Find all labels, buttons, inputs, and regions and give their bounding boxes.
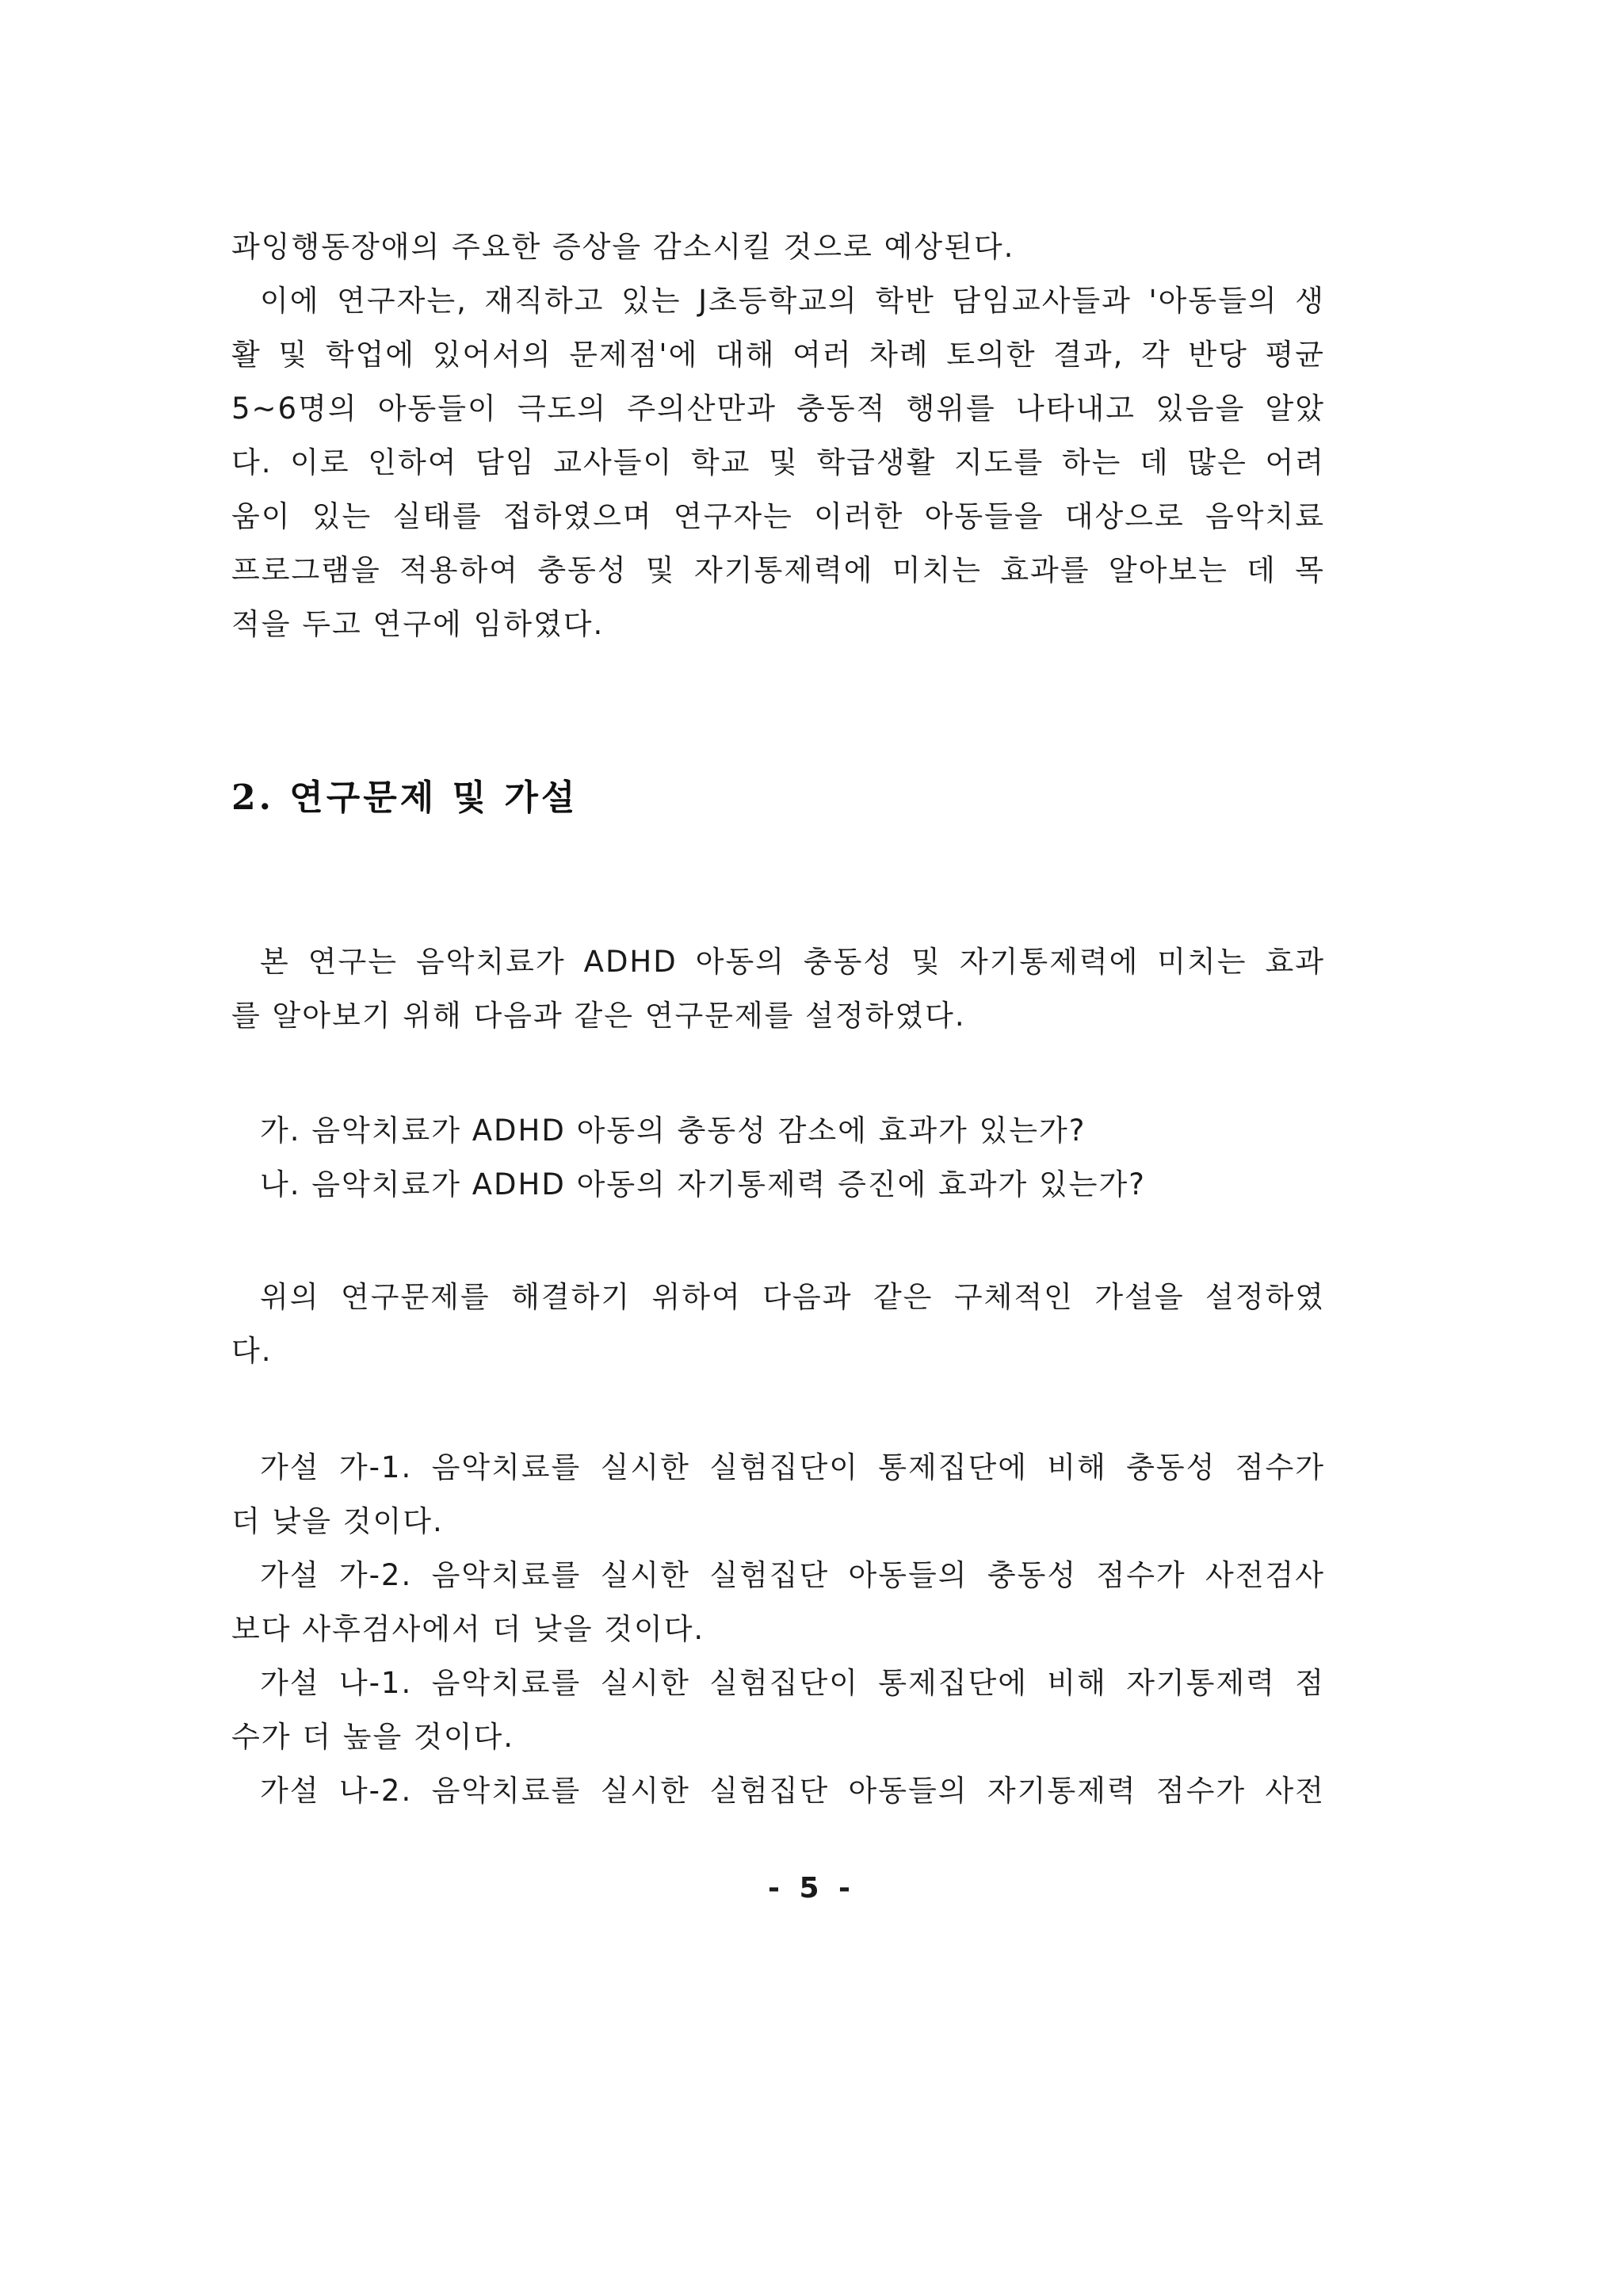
hypothesis-line: 더 낮을 것이다. <box>231 1504 444 1538</box>
text-line: 5~6명의 아동들이 극도의 주의산만과 충동적 행위를 나타내고 있음을 알았 <box>231 392 1325 426</box>
intro-paragraph <box>231 220 1325 651</box>
research-intro-paragraph <box>231 935 1325 1043</box>
research-question: 가. 음악치료가 ADHD 아동의 충동성 감소에 효과가 있는가? <box>260 1114 1086 1148</box>
hypothesis-line: 가설 가-1. 음악치료를 실시한 실험집단이 통제집단에 비해 충동성 점수가 <box>260 1450 1325 1484</box>
research-question: 나. 음악치료가 ADHD 아동의 자기통제력 증진에 효과가 있는가? <box>260 1167 1146 1201</box>
hypothesis-line: 가설 나-1. 음악치료를 실시한 실험집단이 통제집단에 비해 자기통제력 점 <box>260 1666 1325 1700</box>
text-line: 움이 있는 실태를 접하였으며 연구자는 이러한 아동들을 대상으로 음악치료 <box>231 499 1325 533</box>
text-line: 다. <box>231 1334 273 1368</box>
hypothesis-line: 보다 사후검사에서 더 낮을 것이다. <box>231 1612 705 1646</box>
text-line: 를 알아보기 위해 다음과 같은 연구문제를 설정하였다. <box>231 999 966 1033</box>
hypothesis-intro-paragraph <box>231 1270 1325 1378</box>
section-heading: 2. 연구문제 및 가설 <box>231 777 579 818</box>
hypotheses-list <box>231 1441 1325 1818</box>
hypothesis-line: 가설 나-2. 음악치료를 실시한 실험집단 아동들의 자기통제력 점수가 사전 <box>260 1774 1325 1808</box>
text-line: 본 연구는 음악치료가 ADHD 아동의 충동성 및 자기통제력에 미치는 효과 <box>260 945 1325 979</box>
text-line: 과잉행동장애의 주요한 증상을 감소시킬 것으로 예상된다. <box>231 230 1015 264</box>
hypothesis-line: 수가 더 높을 것이다. <box>231 1720 514 1754</box>
page-number: - 5 - <box>768 1872 855 1904</box>
text-line: 적을 두고 연구에 임하였다. <box>231 607 605 641</box>
research-questions <box>260 1104 1325 1212</box>
text-line: 다. 이로 인하여 담임 교사들이 학교 및 학급생활 지도를 하는 데 많은 어려 <box>231 445 1325 479</box>
text-line: 프로그램을 적용하여 충동성 및 자기통제력에 미치는 효과를 알아보는 데 목 <box>231 553 1325 587</box>
text-line: 위의 연구문제를 해결하기 위하여 다음과 같은 구체적인 가설을 설정하였 <box>260 1280 1325 1314</box>
text-line: 활 및 학업에 있어서의 문제점'에 대해 여러 차례 토의한 결과, 각 반당 평균 <box>231 338 1325 372</box>
hypothesis-line: 가설 가-2. 음악치료를 실시한 실험집단 아동들의 충동성 점수가 사전검사 <box>260 1558 1325 1592</box>
text-line: 이에 연구자는, 재직하고 있는 J초등학교의 학반 담임교사들과 '아동들의 생 <box>260 284 1325 318</box>
